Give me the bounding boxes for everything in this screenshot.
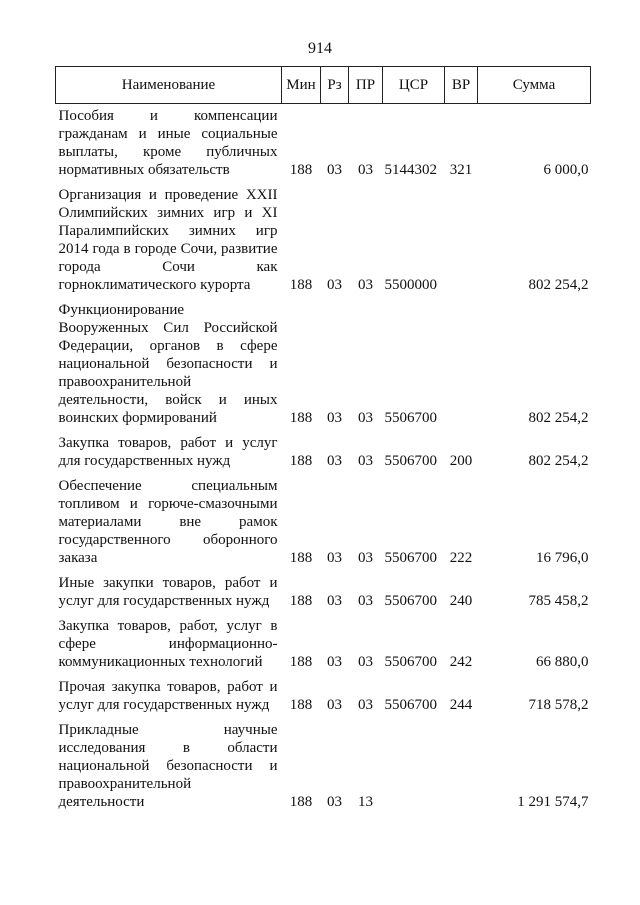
table-row <box>56 675 591 718</box>
table-row <box>56 104 591 184</box>
row-sum: 66 880,0 <box>536 654 589 670</box>
row-name: Функционирование Вооруженных Сил Российской Федерации, органов в сфере национальной безопасности и правоохранительной деятельности, войск и иных воинских формирований <box>58 302 278 426</box>
table-row <box>56 431 591 474</box>
header-vr: ВР <box>445 67 478 104</box>
table-body <box>56 104 591 816</box>
table-row <box>56 183 591 298</box>
row-csr: 5500000 <box>384 277 437 293</box>
row-vr <box>445 718 478 815</box>
row-csr: 5506700 <box>384 410 437 426</box>
row-sum: 16 796,0 <box>536 550 589 566</box>
row-pr: 03 <box>358 593 373 609</box>
row-vr: 240 <box>449 593 473 609</box>
row-min: 188 <box>289 453 313 469</box>
header-csr: ЦСР <box>383 67 445 104</box>
row-csr: 5506700 <box>384 654 437 670</box>
header-name: Наименование <box>56 67 282 104</box>
row-sum: 718 578,2 <box>528 697 589 713</box>
row-name: Организация и проведение XXII Олимпийских зимних игр и XI Паралимпийских зимних игр 2014 года в городе Сочи, развитие города Сочи как горноклиматического курорта <box>58 187 278 293</box>
row-csr <box>383 718 445 815</box>
row-min: 188 <box>289 697 313 713</box>
row-pr: 03 <box>358 697 373 713</box>
table-row <box>56 571 591 614</box>
row-csr: 5144302 <box>384 162 437 178</box>
header-pr: ПР <box>349 67 383 104</box>
table-header <box>56 67 591 104</box>
table-row <box>56 474 591 571</box>
row-sum: 802 254,2 <box>528 453 589 469</box>
row-name: Закупка товаров, работ, услуг в сфере информационно-коммуникационных технологий <box>58 618 278 670</box>
row-name: Иные закупки товаров, работ и услуг для государственных нужд <box>58 575 278 609</box>
row-min: 188 <box>289 277 313 293</box>
row-min: 188 <box>289 654 313 670</box>
row-min: 188 <box>289 162 313 178</box>
row-vr: 244 <box>449 697 473 713</box>
row-min: 188 <box>289 593 313 609</box>
table-row <box>56 614 591 675</box>
row-min: 188 <box>289 550 313 566</box>
row-name: Закупка товаров, работ и услуг для государственных нужд <box>58 435 278 469</box>
row-sum: 802 254,2 <box>528 277 589 293</box>
row-sum: 802 254,2 <box>528 410 589 426</box>
row-name: Прикладные научные исследования в области национальной безопасности и правоохранительной деятельности <box>58 722 278 810</box>
row-csr: 5506700 <box>384 697 437 713</box>
row-vr <box>445 298 478 431</box>
row-name: Прочая закупка товаров, работ и услуг для государственных нужд <box>58 679 278 713</box>
row-vr: 321 <box>449 162 473 178</box>
row-name: Пособия и компенсации гражданам и иные социальные выплаты, кроме публичных нормативных обязательств <box>58 108 278 178</box>
header-rz: Рз <box>321 67 349 104</box>
row-name: Обеспечение специальным топливом и горюче-смазочными материалами вне рамок государственного оборонного заказа <box>58 478 278 566</box>
row-rz: 03 <box>327 550 342 566</box>
header-row <box>56 67 591 104</box>
row-pr: 03 <box>358 654 373 670</box>
row-rz: 03 <box>327 593 342 609</box>
row-pr: 03 <box>358 410 373 426</box>
header-min: Мин <box>282 67 321 104</box>
row-csr: 5506700 <box>384 453 437 469</box>
row-min: 188 <box>289 410 313 426</box>
table-row <box>56 298 591 431</box>
row-vr: 200 <box>449 453 473 469</box>
row-pr: 03 <box>358 550 373 566</box>
row-rz: 03 <box>327 162 342 178</box>
row-rz: 03 <box>327 794 342 810</box>
row-pr: 03 <box>358 277 373 293</box>
row-rz: 03 <box>327 453 342 469</box>
row-pr: 13 <box>358 794 373 810</box>
row-csr: 5506700 <box>384 593 437 609</box>
row-pr: 03 <box>358 453 373 469</box>
row-vr <box>445 183 478 298</box>
row-csr: 5506700 <box>384 550 437 566</box>
row-rz: 03 <box>327 277 342 293</box>
row-sum: 785 458,2 <box>528 593 589 609</box>
row-sum: 6 000,0 <box>543 162 589 178</box>
row-pr: 03 <box>358 162 373 178</box>
row-sum: 1 291 574,7 <box>517 794 589 810</box>
row-rz: 03 <box>327 697 342 713</box>
row-rz: 03 <box>327 654 342 670</box>
table-row <box>56 718 591 815</box>
budget-table <box>55 66 591 815</box>
page-number: 914 <box>308 40 332 57</box>
row-rz: 03 <box>327 410 342 426</box>
header-sum: Сумма <box>478 67 591 104</box>
row-vr: 222 <box>449 550 473 566</box>
row-vr: 242 <box>449 654 473 670</box>
row-min: 188 <box>289 794 313 810</box>
